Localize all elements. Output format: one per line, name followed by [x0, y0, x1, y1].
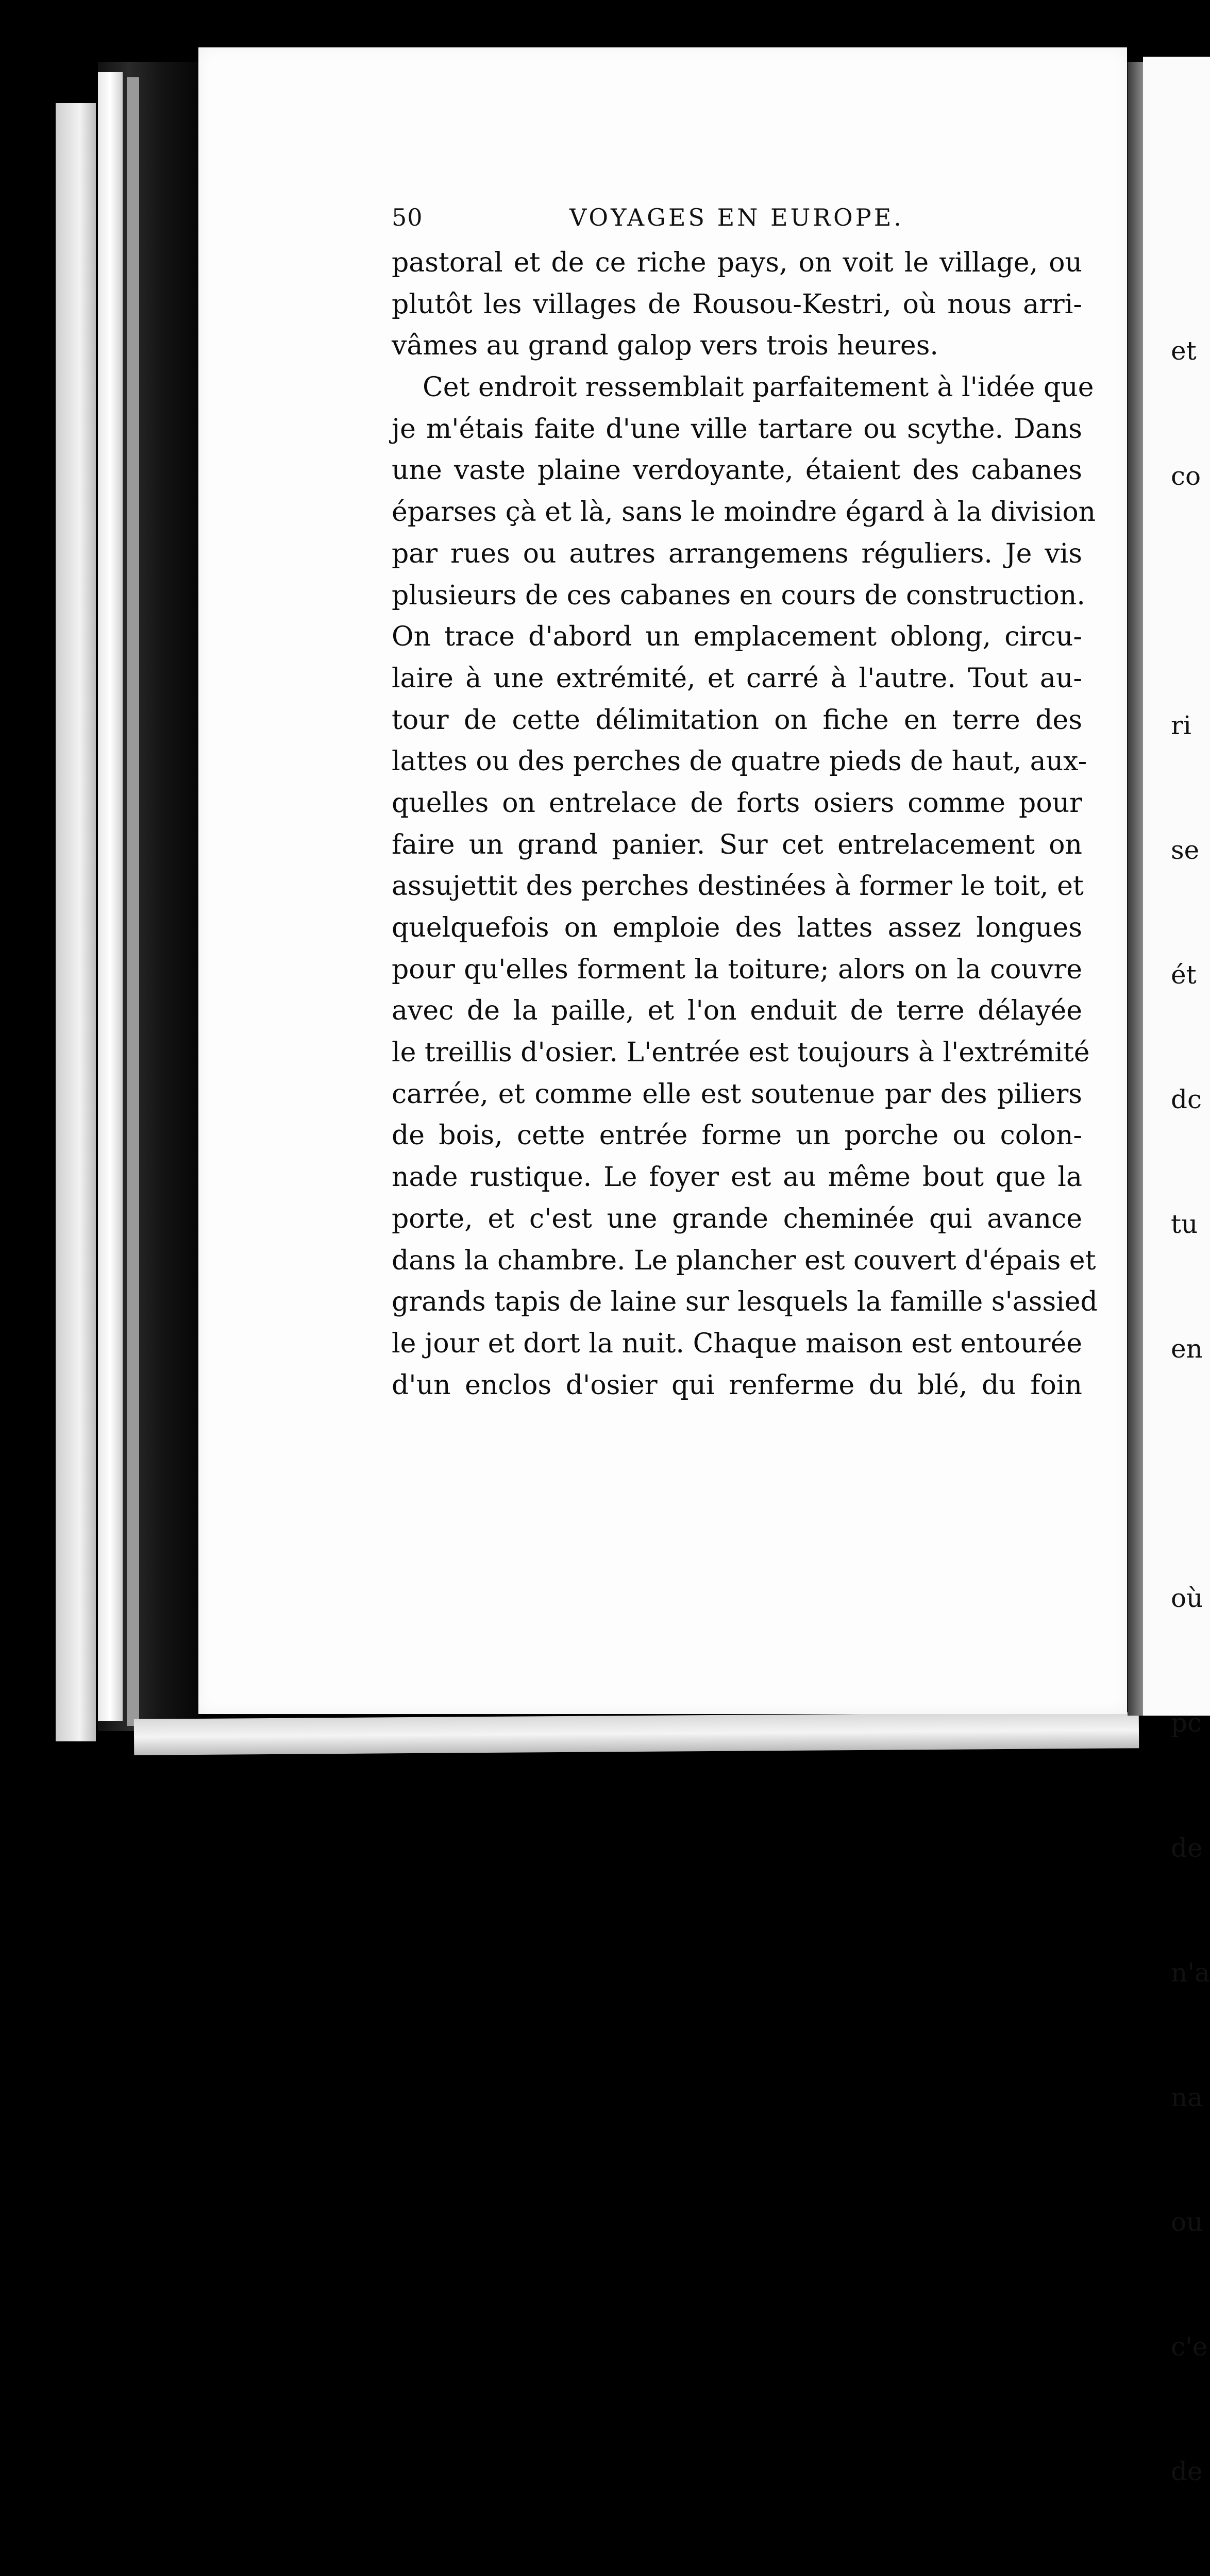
book-edge-inner [98, 72, 123, 1721]
text-line: On trace d'abord un emplacement oblong, circu- [392, 621, 1082, 653]
text-line: porte, et c'est une grande cheminée qui avance [392, 1203, 1082, 1234]
text-line: le treillis d'osier. L'entrée est toujours à l'extrémité [392, 1037, 1090, 1069]
text-line: laire à une extrémité, et carré à l'autre. Tout au- [392, 663, 1082, 694]
fragment-line: se [1171, 835, 1200, 865]
fragment-line: ét [1171, 959, 1197, 990]
text-line: par rues ou autres arrangemens réguliers. Je vis [392, 538, 1082, 569]
fragment-line [1171, 580, 1210, 622]
fragment-line: de [1171, 2456, 1203, 2486]
text-line: grands tapis de laine sur lesquels la famille s'assied [392, 1286, 1098, 1318]
text-line: quelquefois on emploie des lattes assez longues [392, 912, 1082, 943]
text-line: éparses çà et là, sans le moindre égard à la division [392, 497, 1096, 528]
text-line: avec de la paille, et l'on enduit de terre délayée [392, 995, 1082, 1027]
fragment-line: pc [1171, 1708, 1202, 1738]
facing-page-text-fragments [1171, 247, 1210, 2576]
fragment-line: en [1171, 1334, 1203, 1364]
body-text [392, 242, 1098, 1406]
fragment-line [1171, 2575, 1210, 2576]
book-bottom-edge [134, 1712, 1139, 1755]
fragment-line: tu [1171, 1209, 1198, 1240]
text-line: dans la chambre. Le plancher est couvert d'épais et [392, 1245, 1096, 1276]
text-line: Cet endroit ressemblait parfaitement à l'idée que [423, 372, 1094, 403]
text-line: plusieurs de ces cabanes en cours de construction. [392, 580, 1085, 611]
text-line: tour de cette délimitation on fiche en terre des [392, 704, 1082, 736]
text-line: assujettit des perches destinées à former le toit, et [392, 871, 1084, 902]
fragment-line: ri [1171, 710, 1191, 740]
fragment-line: c'e [1171, 2331, 1208, 2362]
text-line: vâmes au grand galop vers trois heures. [392, 330, 938, 362]
book-edge-shadow [127, 77, 139, 1726]
text-line: une vaste plaine verdoyante, étaient des cabanes [392, 455, 1082, 486]
right-page-gutter [1128, 62, 1143, 1716]
book-edge-outer [56, 103, 96, 1741]
text-line: d'un enclos d'osier qui renferme du blé, du foin [392, 1369, 1082, 1401]
fragment-line: dc [1171, 1084, 1202, 1114]
fragment-line: et [1171, 336, 1197, 366]
text-line: carrée, et comme elle est soutenue par des piliers [392, 1078, 1082, 1110]
text-line: le jour et dort la nuit. Chaque maison est entourée [392, 1328, 1082, 1359]
text-line: plutôt les villages de Rousou-Kestri, où nous arri- [392, 289, 1082, 320]
fragment-line: de [1171, 1833, 1203, 1863]
text-line: lattes ou des perches de quatre pieds de haut, aux- [392, 746, 1087, 777]
text-line: pour qu'elles forment la toiture; alors on la couvre [392, 954, 1082, 985]
page-header [392, 204, 1082, 240]
text-line: nade rustique. Le foyer est au même bout que la [392, 1162, 1082, 1193]
fragment-line [1171, 1453, 1210, 1495]
fragment-line: na [1171, 2082, 1203, 2112]
page-number: 50 [392, 204, 423, 231]
fragment-line: n'a [1171, 1957, 1210, 1988]
fragment-line: où [1171, 1583, 1203, 1614]
text-line: je m'étais faite d'une ville tartare ou scythe. Dans [392, 413, 1082, 445]
fragment-line: ou [1171, 2207, 1203, 2237]
text-line: quelles on entrelace de forts osiers comme pour [392, 787, 1082, 819]
text-line: faire un grand panier. Sur cet entrelacement on [392, 829, 1082, 860]
text-line: de bois, cette entrée forme un porche ou colon- [392, 1120, 1082, 1151]
text-line: pastoral et de ce riche pays, on voit le village, ou [392, 247, 1082, 278]
running-title: VOYAGES EN EUROPE. [569, 204, 904, 231]
fragment-line: co [1171, 461, 1201, 491]
